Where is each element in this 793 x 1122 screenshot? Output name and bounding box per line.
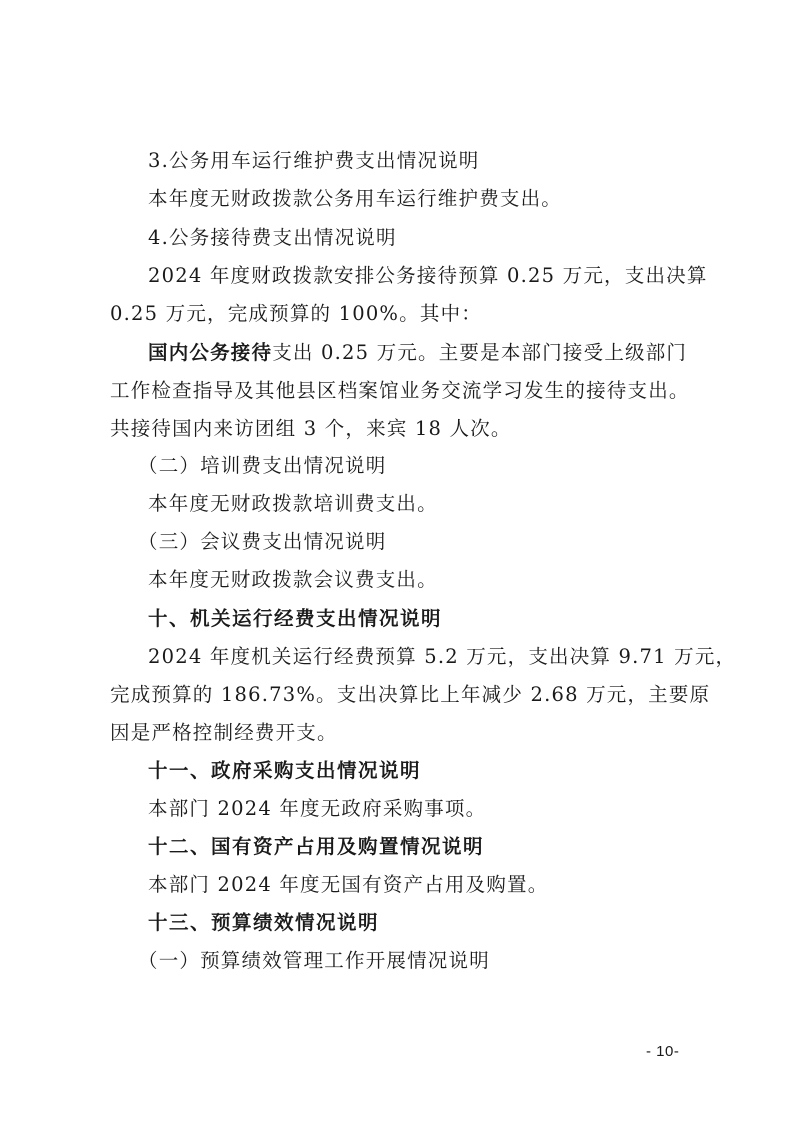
section-heading-13: 十三、预算绩效情况说明 bbox=[148, 911, 380, 934]
section-heading-11: 十一、政府采购支出情况说明 bbox=[148, 759, 422, 782]
paragraph-domestic-reception-line-3: 共接待国内来访团组 3 个，来宾 18 人次。 bbox=[110, 417, 512, 440]
paragraph-operating-expenses-line-3: 因是严格控制经费开支。 bbox=[110, 721, 338, 744]
paragraph-procurement: 本部门 2024 年度无政府采购事项。 bbox=[148, 797, 487, 820]
subsection-heading-training: （二）培训费支出情况说明 bbox=[138, 454, 387, 477]
section-heading-10: 十、机关运行经费支出情况说明 bbox=[148, 607, 443, 630]
paragraph-reception-line-2: 0.25 万元，完成预算的 100%。其中： bbox=[110, 302, 482, 325]
domestic-reception-text: 支出 0.25 万元。主要是本部门接受上级部门 bbox=[272, 341, 688, 364]
paragraph-state-assets: 本部门 2024 年度无国有资产占用及购置。 bbox=[148, 873, 549, 896]
paragraph-reception-line-1: 2024 年度财政拨款安排公务接待预算 0.25 万元，支出决算 bbox=[148, 264, 708, 287]
page-number: - 10- bbox=[646, 1043, 680, 1060]
paragraph-training: 本年度无财政拨款培训费支出。 bbox=[148, 492, 438, 515]
paragraph-meeting: 本年度无财政拨款会议费支出。 bbox=[148, 568, 438, 591]
paragraph-vehicle-maintenance: 本年度无财政拨款公务用车运行维护费支出。 bbox=[148, 187, 563, 210]
paragraph-operating-expenses-line-2: 完成预算的 186.73%。支出决算比上年减少 2.68 万元，主要原 bbox=[110, 683, 711, 706]
paragraph-domestic-reception-line-2: 工作检查指导及其他县区档案馆业务交流学习发生的接待支出。 bbox=[110, 379, 690, 402]
subsection-heading-reception: 4.公务接待费支出情况说明 bbox=[148, 226, 397, 249]
paragraph-operating-expenses-line-1: 2024 年度机关运行经费预算 5.2 万元，支出决算 9.71 万元， bbox=[148, 645, 737, 668]
section-heading-12: 十二、国有资产占用及购置情况说明 bbox=[148, 835, 485, 858]
paragraph-domestic-reception-line-1 bbox=[148, 339, 693, 367]
subsection-heading-performance-management: （一）预算绩效管理工作开展情况说明 bbox=[138, 949, 490, 972]
domestic-reception-label: 国内公务接待 bbox=[148, 341, 273, 364]
subsection-heading-meeting: （三）会议费支出情况说明 bbox=[138, 530, 387, 553]
subsection-heading-vehicle-maintenance: 3.公务用车运行维护费支出情况说明 bbox=[148, 149, 480, 172]
